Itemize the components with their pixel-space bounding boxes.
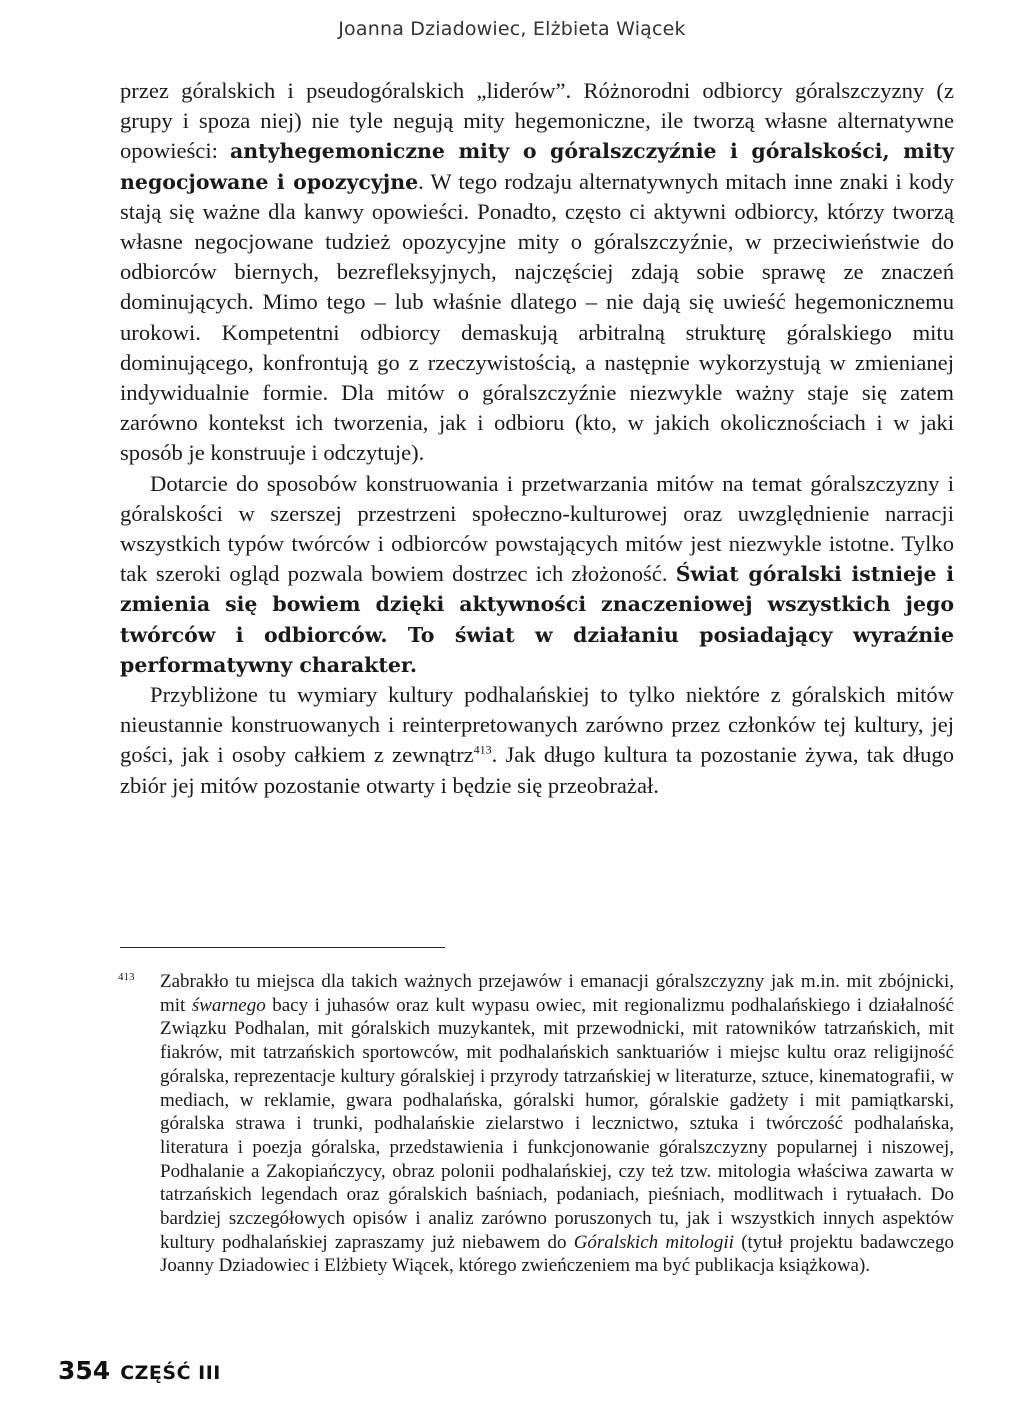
page-footer bbox=[58, 1356, 221, 1385]
footnote bbox=[118, 970, 954, 1278]
part-label: CZĘŚĆ III bbox=[120, 1362, 221, 1384]
footnote-reference: 413 bbox=[473, 742, 492, 757]
paragraph-2-bold: Świat góralski istnieje i zmienia się bowiem dzięki aktywności znaczeniowej wszystkich jego twórców i odbiorców. To świat w działaniu posiadający wyraźnie performatywny charakter. bbox=[120, 562, 954, 677]
paragraph-3 bbox=[120, 680, 954, 801]
footnote-text-a: Zabrakło tu miejsca dla takich ważnych przejawów i emanacji góralszczyzny jak m.in. mit zbójnicki, mit bbox=[160, 971, 954, 1016]
footnote-number: 413 bbox=[118, 971, 135, 983]
footnote-italic-b: Góralskich mitologii bbox=[573, 1231, 734, 1253]
main-text bbox=[120, 76, 954, 801]
footnote-text-c: (tytuł projektu badawczego Joanny Dziadowiec i Elżbiety Wiącek, którego zwieńczeniem ma być publikacja książkowa). bbox=[160, 1231, 954, 1277]
running-header: Joanna Dziadowiec, Elżbieta Wiącek bbox=[338, 18, 686, 40]
paragraph-2 bbox=[120, 469, 954, 680]
paragraph-1 bbox=[120, 76, 954, 469]
paragraph-1-text-a: przez góralskich i pseudogóralskich „liderów”. Różnorodni odbiorcy góralszczyzny (z grupy i spoza niej) nie tyle negują mity hegemoniczne, ile tworzą własne alternatywne opowieści: bbox=[120, 78, 954, 164]
footnote-divider bbox=[120, 947, 445, 948]
footnote-text-b: bacy i juhasów oraz kult wypasu owiec, mit regionalizmu podhalańskiego i działalność Związku Podhalan, mit góralskich muzykantek, mit przewodnicki, mit ratowników tatrzańskich, mit fiakrów, mit tatrzańskich sportowców, mit podhalańskich sanktuariów i miejsc kultu oraz religijność góralska, reprezentacje kultury góralskiej i przyrody tatrzańskiej w literaturze, sztuce, kinematografii, w mediach, w reklamie, gwara podhalańska, góralski humor, góralskie gadżety i mit pamiątkarski, góralska strawa i trunki, podhalańskie zielarstwo i lecznictwo, sztuka i twórczość podhalańska, literatura i poezja góralska, przedstawienia i funkcjonowanie góralszczyzny popularnej i niszowej, Podhalanie a Zakopiańczycy, obraz polonii podhalańskiej, czy też tzw. mitologia właściwa zawarta w tatrzańskich legendach oraz góralskich baśniach, podaniach, pieśniach, modlitwach i rytuałach. Do bardziej szczegółowych opisów i analiz zarówno poruszonych tu, jak i wszystkich innych aspektów kultury podhalańskiej zapraszamy już niebawem do bbox=[160, 994, 954, 1253]
paragraph-1-text-b: . W tego rodzaju alternatywnych mitach inne znaki i kody stają się ważne dla kanwy opowieści. Ponadto, często ci aktywni odbiorcy, którzy tworzą własne negocjowane tudzież opozycyjne mity o góralszczyźnie, w przeciwieństwie do odbiorców biernych, bezrefleksyjnych, najczęściej zdają sobie sprawę ze znaczeń dominujących. Mimo tego – lub właśnie dlatego – nie dają się uwieść hegemonicznemu urokowi. Kompetentni odbiorcy demaskują arbitralną strukturę góralskiego mitu dominującego, konfrontują go z rzeczywistością, a następnie wykorzystują w zmienianej indywidualnie formie. Dla mitów o góralszczyźnie niezwykle ważny staje się zatem zarówno kontekst ich tworzenia, jak i odbioru (kto, w jakich okolicznościach i w jaki sposób je konstruuje i odczytuje). bbox=[120, 168, 954, 466]
paragraph-3-text-a: Przybliżone tu wymiary kultury podhalańskiej to tylko niektóre z góralskich mitów nieustannie konstruowanych i reinterpretowanych zarówno przez członków tej kultury, jej gości, jak i osoby całkiem z zewnątrz bbox=[120, 682, 954, 768]
paragraph-2-text: Dotarcie do sposobów konstruowania i przetwarzania mitów na temat góralszczyzny i góralskości w szerszej przestrzeni społeczno-kulturowej oraz uwzględnienie narracji wszystkich typów twórców i odbiorców powstających mitów jest niezwykle istotne. Tylko tak szeroki ogląd pozwala bowiem dostrzec ich złożoność. bbox=[120, 470, 954, 587]
paragraph-1-bold: antyhegemoniczne mity o góralszczyźnie i góralskości, mity negocjowane i opozycyjne bbox=[120, 139, 954, 194]
page-number: 354 bbox=[58, 1356, 111, 1385]
footnote-italic-a: śwarnego bbox=[191, 994, 266, 1016]
paragraph-3-text-b: . Jak długo kultura ta pozostanie żywa, tak długo zbiór jej mitów pozostanie otwarty i będzie się przeobrażał. bbox=[120, 742, 955, 798]
